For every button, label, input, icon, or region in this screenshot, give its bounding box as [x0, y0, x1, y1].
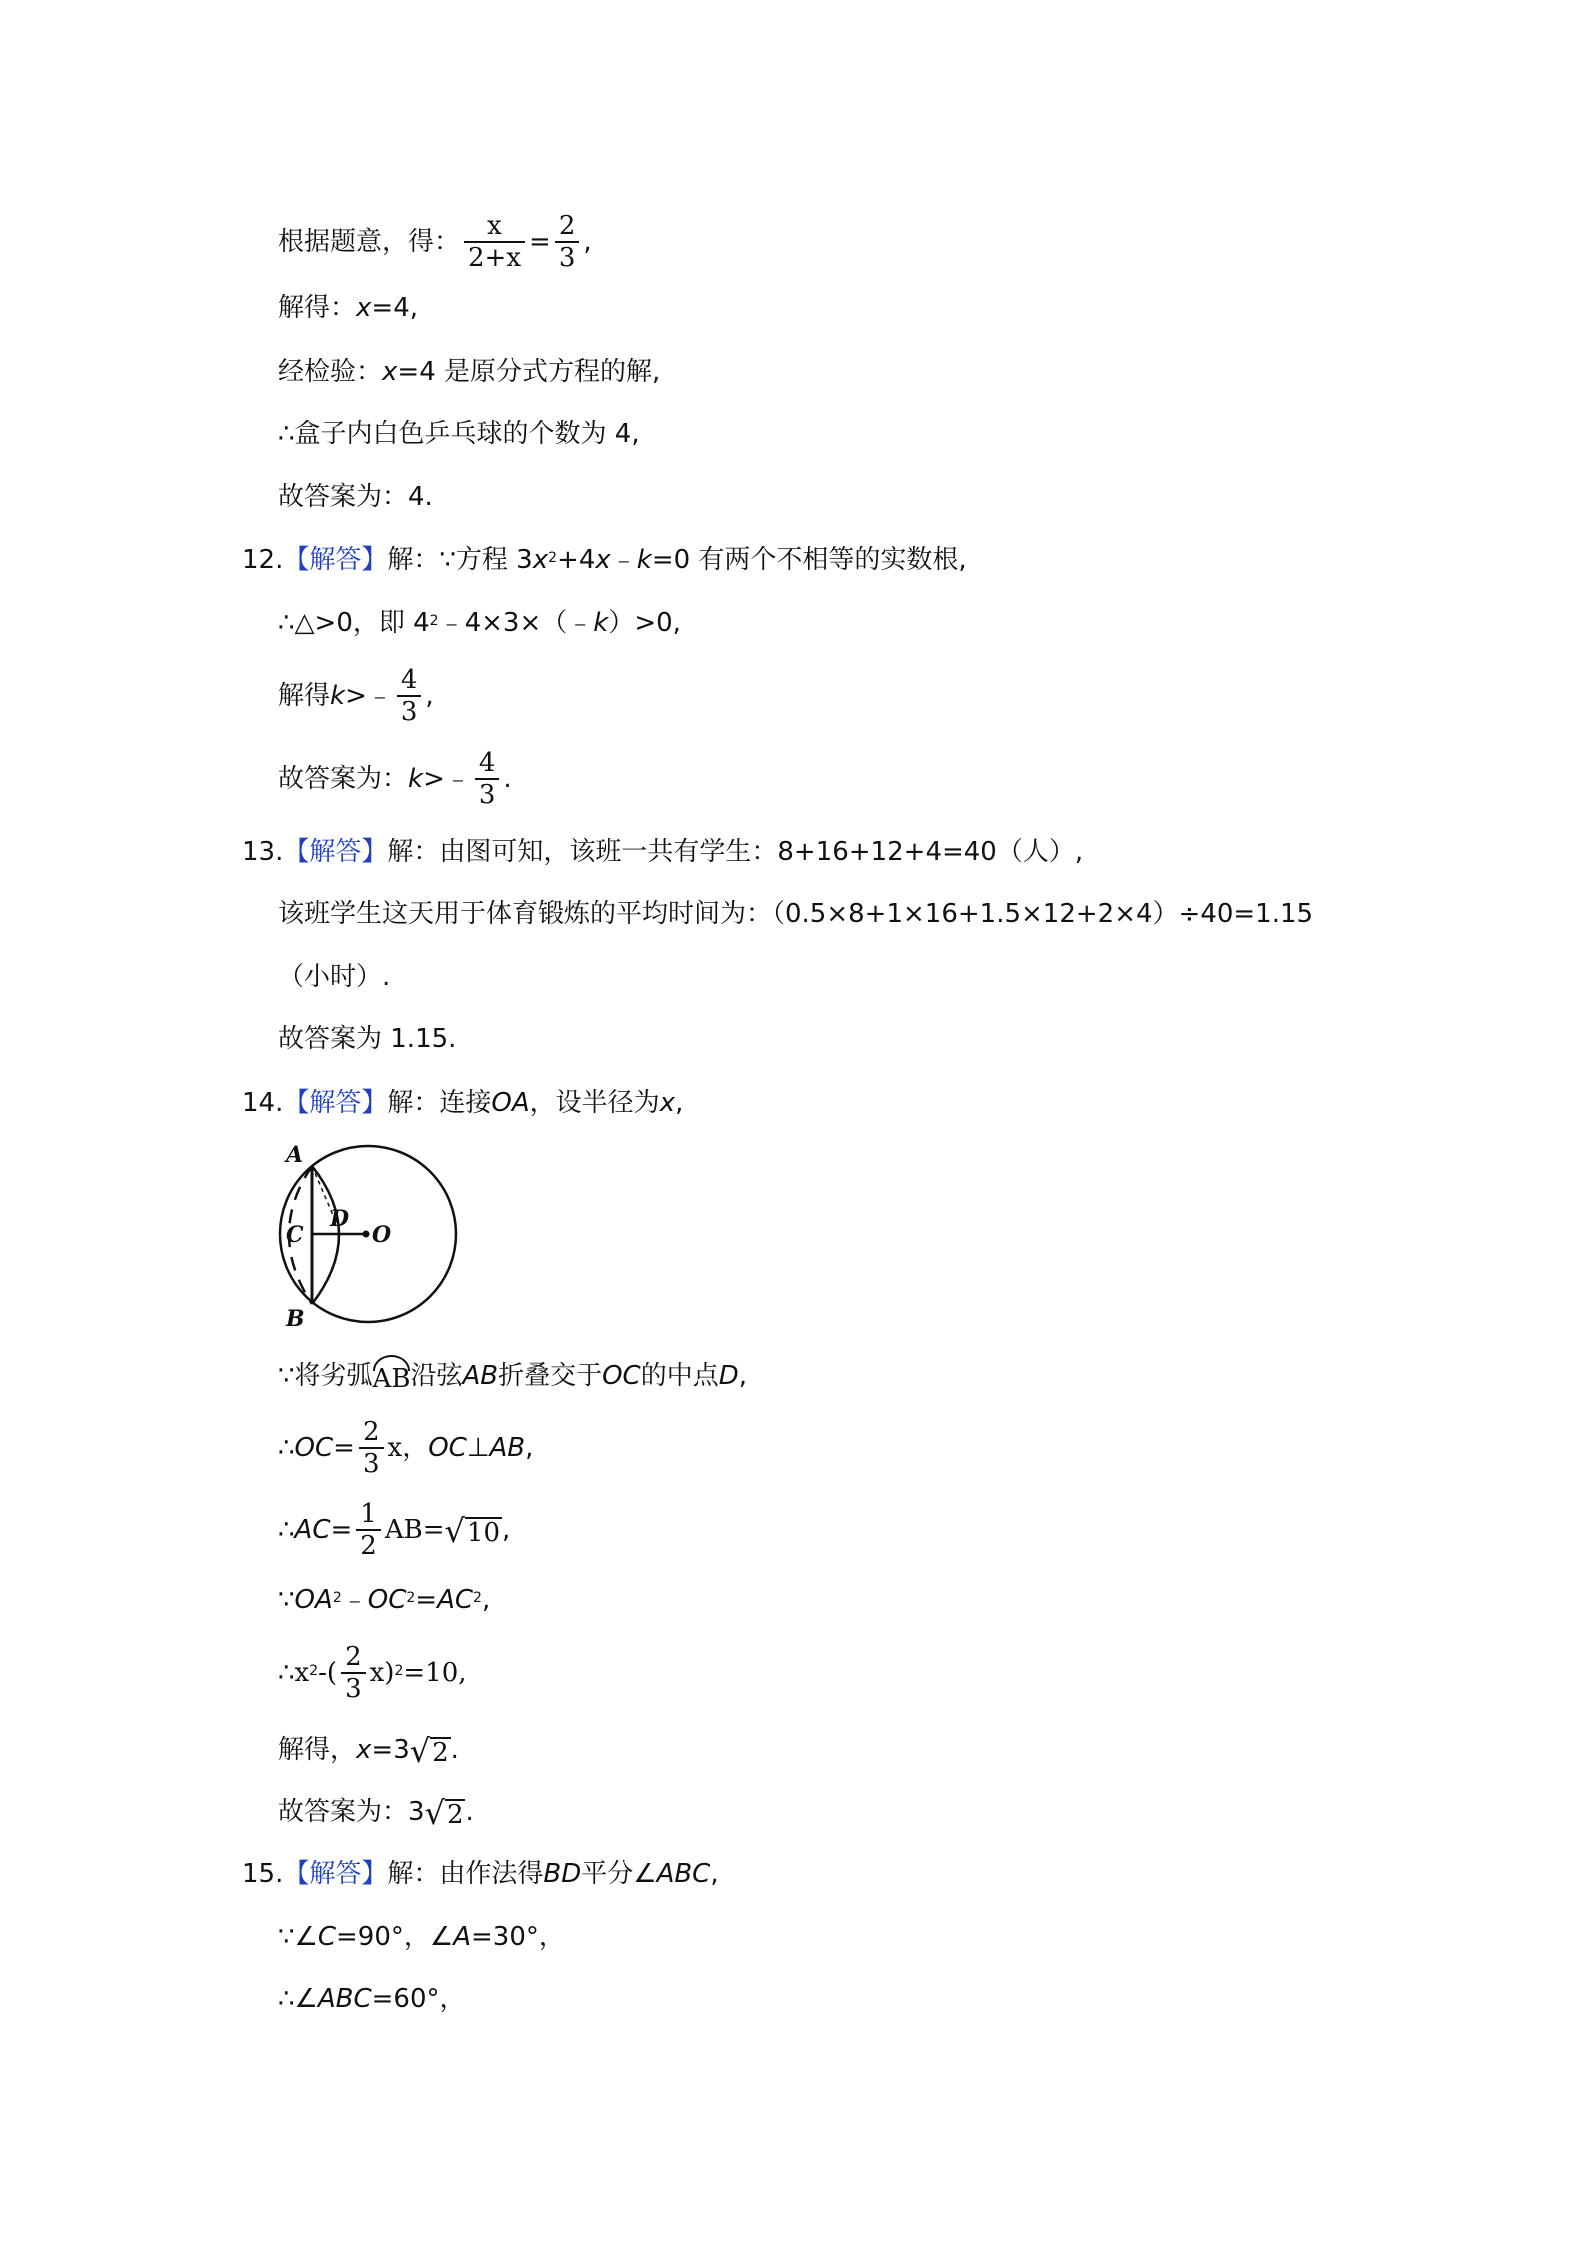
fraction	[464, 211, 525, 273]
fraction	[341, 1642, 366, 1704]
numerator: 4	[400, 665, 418, 695]
denominator: 2+x	[468, 243, 522, 273]
answer-tag: 【解答】	[283, 1859, 388, 1889]
text: ∴∠	[278, 1984, 318, 2014]
q14-line-b	[278, 1356, 747, 1396]
numerator: 2	[345, 1642, 362, 1672]
line-ratio-equation	[278, 212, 592, 272]
text: >﹣	[345, 681, 393, 711]
var: A	[453, 1922, 471, 1952]
line-solve	[278, 292, 418, 324]
text: ,	[583, 227, 592, 257]
text: 解得	[278, 681, 331, 711]
text: 的中点	[640, 1361, 719, 1391]
text: AB=	[384, 1515, 445, 1545]
var: AB	[462, 1361, 499, 1391]
numerator: 4	[478, 748, 496, 778]
text: ∵将劣弧	[278, 1361, 373, 1391]
text: 根据题意，得：	[278, 227, 461, 257]
var: AB	[489, 1433, 526, 1463]
denominator: 3	[400, 697, 418, 727]
q13-line-c: （小时）.	[278, 962, 391, 992]
label-o: O	[372, 1222, 392, 1248]
q14-line-h	[278, 1792, 474, 1832]
numerator: 1	[360, 1499, 377, 1529]
text: 故答案为：	[278, 764, 409, 794]
question-number: 13.	[242, 837, 284, 867]
text: 解得，	[278, 1735, 357, 1765]
text: =4 是原分式方程的解,	[397, 357, 661, 387]
var: x	[356, 1735, 372, 1765]
text: ,	[525, 1433, 534, 1463]
text: 解：由作法得	[387, 1859, 544, 1889]
denominator: 3	[478, 780, 496, 810]
q14-line-f: ∴ x $^2$ -( $\frac{2}{3}$ x ) $^2$ =10,	[278, 1642, 467, 1704]
fraction	[475, 748, 500, 810]
var: OA	[491, 1088, 530, 1118]
radicand: 10	[466, 1518, 500, 1548]
text: ∴△>0，即 4	[278, 608, 430, 638]
text: ﹣4×3×（﹣	[438, 608, 594, 638]
q15-line-a	[242, 1858, 719, 1890]
q13-line-a	[242, 836, 1083, 868]
var: C	[317, 1922, 337, 1952]
text: ∴	[278, 1515, 295, 1545]
text: ,	[710, 1859, 719, 1889]
label-a: A	[286, 1142, 304, 1168]
circle-fold-figure	[272, 1140, 472, 1330]
text: 解：由图可知，该班一共有学生：8+16+12+4=40（人）,	[387, 837, 1084, 867]
text: .	[503, 764, 512, 794]
text: 经检验：	[278, 357, 383, 387]
text: =	[415, 1585, 438, 1615]
q15-line-c	[278, 1983, 466, 2015]
numerator: 2	[558, 211, 576, 241]
text: ，	[402, 1433, 429, 1463]
text: >﹣	[423, 764, 471, 794]
text: ﹣	[610, 545, 637, 575]
var: k	[408, 764, 424, 794]
line-check	[278, 356, 660, 388]
q14-line-d	[278, 1498, 510, 1562]
var: x	[595, 545, 611, 575]
var: x	[382, 357, 398, 387]
text: ,	[675, 1088, 684, 1118]
var: D	[718, 1361, 739, 1391]
q13-line-d: 故答案为 1.15.	[278, 1024, 457, 1054]
square-root: √ 10	[444, 1512, 500, 1550]
square-root: √ 2	[424, 1794, 464, 1832]
var: OC	[367, 1585, 407, 1615]
text: 故答案为：3	[278, 1797, 425, 1827]
question-number: 12.	[242, 545, 284, 575]
fraction	[356, 1499, 381, 1561]
text: x	[369, 1658, 385, 1688]
q12-line-a: 12. 【解答】 解：∵方程 3 x $^2$ +4 x ﹣ k =0 有两个不相等的实数根,	[242, 545, 967, 575]
arc-notation: AB	[373, 1357, 411, 1395]
text: ∵	[278, 1585, 295, 1615]
var: ABC	[317, 1984, 372, 2014]
var: BD	[543, 1859, 582, 1889]
text: =30°，	[471, 1922, 565, 1952]
var: ABC	[656, 1859, 711, 1889]
text: )	[384, 1658, 395, 1688]
text: =3	[371, 1735, 410, 1765]
point-o	[363, 1231, 370, 1238]
text: -(	[318, 1658, 338, 1688]
line-answer: 故答案为：4.	[278, 482, 433, 512]
text: ,	[502, 1515, 511, 1545]
text: =60°，	[371, 1984, 466, 2014]
question-number: 15.	[242, 1859, 284, 1889]
numerator: 2	[362, 1417, 380, 1447]
q15-line-b	[278, 1921, 565, 1953]
q12-line-b: ∴△>0，即 4 $^2$ ﹣4×3×（﹣ k ）>0,	[278, 608, 681, 638]
text: 解：∵方程 3	[387, 545, 533, 575]
var: OC	[428, 1433, 467, 1463]
text: =0 有两个不相等的实数根,	[651, 545, 967, 575]
text: 折叠交于	[498, 1361, 603, 1391]
text: ,	[425, 681, 434, 711]
answer-tag: 【解答】	[283, 837, 388, 867]
text: =	[529, 227, 551, 257]
text: .	[465, 1797, 474, 1827]
text: ,	[738, 1361, 748, 1391]
answer-tag: 【解答】	[283, 1088, 388, 1118]
square-root: √ 2	[409, 1732, 449, 1770]
var: x	[356, 293, 372, 323]
text: 解得：	[278, 293, 357, 323]
label-b: B	[286, 1306, 305, 1330]
text: =10,	[403, 1658, 467, 1688]
fraction	[555, 211, 580, 273]
fraction	[397, 665, 422, 727]
text: =90°，∠	[336, 1922, 454, 1952]
label-d: D	[330, 1206, 350, 1232]
text: =	[330, 1515, 353, 1545]
text: ∴	[278, 1433, 295, 1463]
text: 沿弦	[410, 1361, 463, 1391]
text: ⊥	[466, 1433, 490, 1463]
var: k	[593, 608, 609, 638]
text: ，设半径为	[529, 1088, 660, 1118]
var: OC	[602, 1361, 641, 1391]
text: x	[294, 1658, 310, 1688]
var: OC	[294, 1433, 334, 1463]
text: .	[450, 1735, 459, 1765]
radicand: 2	[446, 1800, 464, 1830]
q12-line-c	[278, 664, 434, 728]
var: x	[659, 1088, 676, 1118]
answer-tag: 【解答】	[283, 545, 388, 575]
var: x	[532, 545, 549, 575]
denominator: 3	[558, 243, 576, 273]
line-conclusion: ∴盒子内白色乒乓球的个数为 4,	[278, 419, 640, 449]
text: 平分∠	[581, 1859, 657, 1889]
text: =	[333, 1433, 355, 1463]
text: x	[387, 1433, 403, 1463]
q14-line-g	[278, 1730, 459, 1770]
denominator: 3	[362, 1449, 380, 1479]
text: ∴	[278, 1658, 295, 1688]
denominator: 2	[360, 1531, 377, 1561]
text: ﹣	[341, 1585, 368, 1615]
fraction	[359, 1417, 384, 1479]
text: =4,	[371, 293, 418, 323]
text: ,	[481, 1585, 491, 1615]
q12-line-d	[278, 747, 512, 811]
radicand: 2	[432, 1738, 449, 1768]
q14-line-a	[242, 1087, 683, 1119]
text: ）>0,	[608, 608, 681, 638]
denominator: 3	[345, 1674, 362, 1704]
numerator: x	[487, 211, 502, 241]
question-number: 14.	[242, 1088, 284, 1118]
q14-line-e: ∵ OA $^2$ ﹣ OC $^2$ = AC $^2$ ,	[278, 1585, 491, 1615]
var: AC	[294, 1515, 331, 1545]
label-c: C	[286, 1222, 304, 1248]
q13-line-b: 该班学生这天用于体育锻炼的平均时间为：（0.5×8+1×16+1.5×12+2×4）÷40=1.15	[278, 899, 1314, 929]
var: AC	[437, 1585, 474, 1615]
var: k	[330, 681, 346, 711]
text: 解：连接	[387, 1088, 492, 1118]
text: ∵∠	[278, 1922, 318, 1952]
var: OA	[294, 1585, 333, 1615]
text: +4	[557, 545, 596, 575]
var: k	[636, 545, 652, 575]
q14-line-c	[278, 1416, 533, 1480]
